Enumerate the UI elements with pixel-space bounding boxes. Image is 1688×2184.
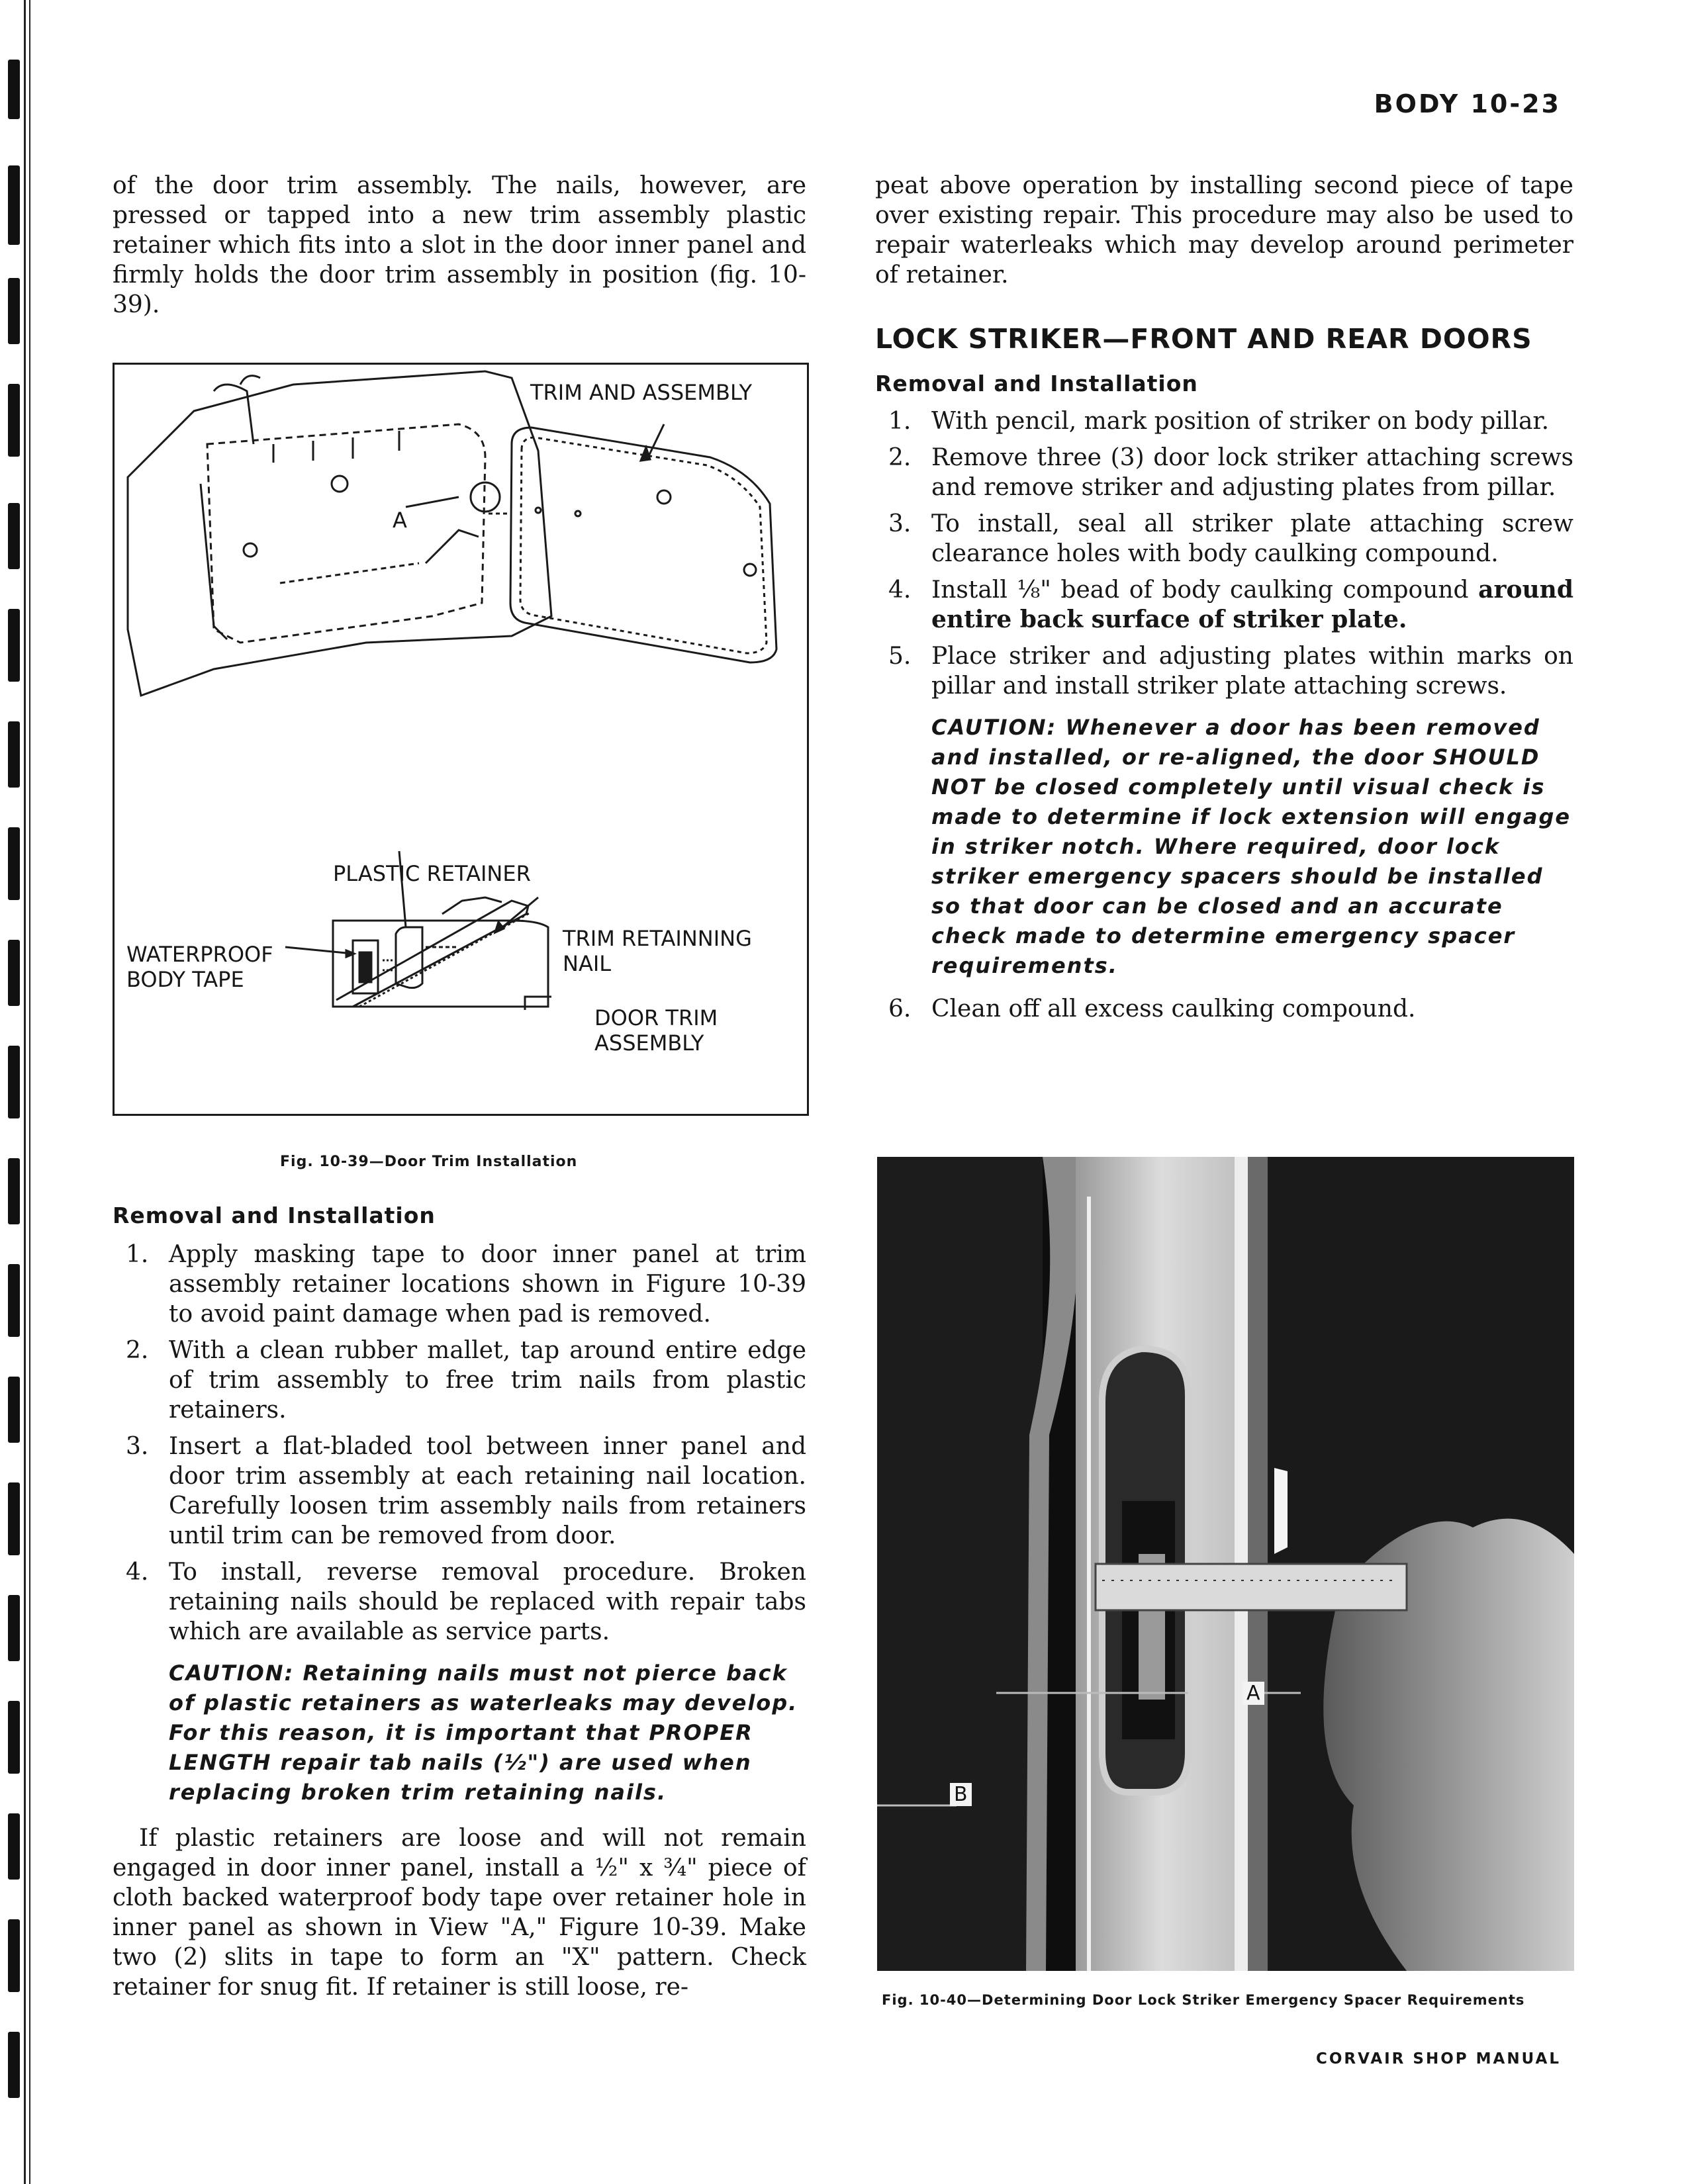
binding-hole — [8, 1377, 20, 1443]
list-item: 6. Clean off all excess caulking compound. — [888, 995, 1416, 1023]
binding-hole — [8, 1482, 20, 1555]
label-trim-and-assembly: TRIM AND ASSEMBLY — [530, 380, 753, 405]
binding-hole — [8, 1264, 20, 1337]
binding-hole — [8, 1158, 20, 1224]
binding-hole — [8, 827, 20, 900]
list-item: 2. With a clean rubber mallet, tap around entire edge of trim assembly to free trim nails from plastic retainers. — [126, 1337, 806, 1424]
right-caution: CAUTION: Whenever a door has been removed and installed, or re-aligned, the door SHOULD NOT be closed completely until visual check is made to determine if lock extension will engage in striker notch. Where required, door lock striker emergency spacers should be installed so that door can be closed and an accurate check made to determine emergency spacer requirements. — [931, 715, 1571, 978]
list-item: 1. With pencil, mark position of striker on body pillar. — [888, 408, 1550, 435]
left-intro-block — [113, 171, 806, 320]
binding-hole — [8, 503, 20, 569]
right-steps — [875, 406, 1573, 701]
continued-paragraph: peat above operation by installing second piece of tape over existing repair. This procedure may also be used to repair waterleaks which may develop around perimeter of retainer. — [875, 172, 1573, 289]
section-title: LOCK STRIKER—FRONT AND REAR DOORS — [875, 323, 1532, 355]
list-item: 3. To install, seal all striker plate attaching screw clearance holes with body caulking compound. — [888, 510, 1573, 567]
list-item: 1. Apply masking tape to door inner panel at trim assembly retainer locations shown in Figure 10-39 to avoid paint damage when pad is removed. — [126, 1241, 806, 1328]
left-removal-heading: Removal and Installation — [113, 1203, 436, 1228]
right-column — [875, 171, 1573, 1030]
list-item: 4. Install ⅛" bead of body caulking compound around entire back surface of striker plate. — [888, 576, 1573, 633]
label-door-trim: DOOR TRIM — [594, 1005, 718, 1030]
door-trim-drawing — [115, 365, 807, 1114]
binding-edge — [0, 0, 60, 2184]
left-steps — [113, 1240, 806, 1647]
binding-hole — [8, 2032, 20, 2098]
list-item: 4. To install, reverse removal procedure. Broken retaining nails should be replaced with repair tabs which are available as service parts. — [126, 1559, 806, 1645]
label-nail: NAIL — [563, 951, 612, 976]
binding-hole — [8, 60, 20, 119]
binding-hole — [8, 1813, 20, 1880]
list-item: 2. Remove three (3) door lock striker attaching screws and remove striker and adjusting plates from pillar. — [888, 444, 1573, 501]
binding-hole — [8, 940, 20, 1006]
manual-footer: CORVAIR SHOP MANUAL — [1315, 2050, 1561, 2068]
label-view-a: A — [393, 508, 407, 533]
photo-label-b: B — [950, 1783, 972, 1806]
binding-hole — [8, 278, 20, 344]
binding-hole — [8, 1701, 20, 1774]
running-head: BODY 10-23 — [1374, 89, 1561, 118]
striker-photo-illustration — [877, 1157, 1574, 1971]
retainer-paragraph: If plastic retainers are loose and will not remain engaged in door inner panel, install a ½" x ¾" piece of cloth backed waterproof body tape over retainer hole in inner panel as shown in View "A," Figure 10-39. Make two (2) slits in tape to form an "X" pattern. Check retainer for snug fit. If retainer is still loose, re- — [113, 1825, 806, 2001]
binding-rule — [29, 0, 30, 2184]
left-removal-block — [113, 1201, 806, 2002]
figure-10-39 — [113, 363, 809, 1116]
label-plastic-retainer: PLASTIC RETAINER — [333, 861, 531, 886]
binding-hole — [8, 1919, 20, 1992]
list-item: 3. Insert a flat-bladed tool between inner panel and door trim assembly at each retaining nail location. Carefully loosen trim assembly nails from retainers until trim can be removed from door. — [126, 1433, 806, 1549]
label-assembly: ASSEMBLY — [594, 1030, 704, 1056]
binding-hole — [8, 721, 20, 788]
right-removal-heading: Removal and Installation — [875, 371, 1198, 396]
binding-hole — [8, 609, 20, 682]
binding-hole — [8, 384, 20, 457]
right-step-6 — [875, 994, 1573, 1024]
binding-hole — [8, 1595, 20, 1661]
intro-paragraph: of the door trim assembly. The nails, however, are pressed or tapped into a new trim assembly plastic retainer which fits into a slot in the door inner panel and firmly holds the door trim assembly in position (fig. 10-39). — [113, 172, 806, 318]
binding-hole — [8, 165, 20, 245]
figure-10-40-caption: Fig. 10-40—Determining Door Lock Striker Emergency Spacer Requirements — [882, 1992, 1525, 2008]
label-body-tape: BODY TAPE — [126, 967, 244, 992]
figure-10-40-photo — [877, 1157, 1574, 1971]
label-trim-retaining: TRIM RETAINNING — [563, 926, 752, 951]
list-item: 5. Place striker and adjusting plates within marks on pillar and install striker plate attaching screws. — [888, 643, 1573, 700]
photo-label-a: A — [1243, 1682, 1264, 1705]
label-waterproof: WATERPROOF — [126, 942, 273, 967]
left-caution: CAUTION: Retaining nails must not pierce back of plastic retainers as waterleaks may develop. For this reason, it is important that PROPER LENGTH repair tab nails (½") are used when replacing broken trim retaining nails. — [169, 1661, 798, 1805]
binding-hole — [8, 1046, 20, 1118]
figure-10-39-caption: Fig. 10-39—Door Trim Installation — [280, 1154, 578, 1170]
binding-rule — [24, 0, 26, 2184]
